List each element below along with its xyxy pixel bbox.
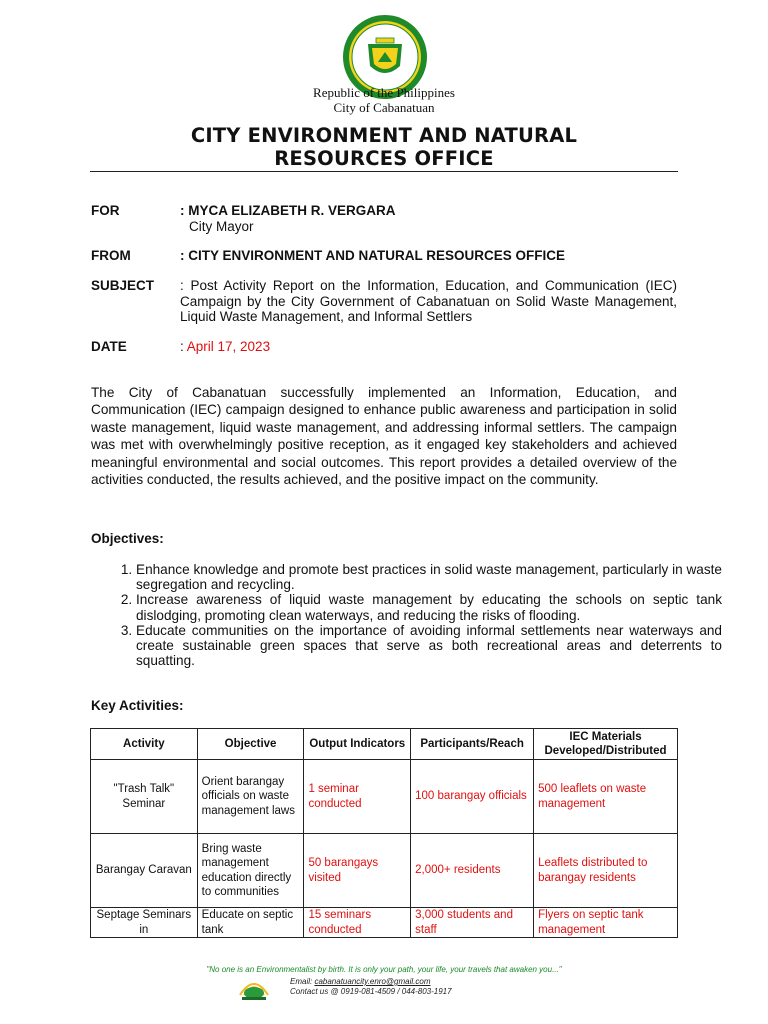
cell-materials: 500 leaflets on waste management (534, 760, 678, 834)
cell-participants: 100 barangay officials (411, 760, 534, 834)
cell-objective: Bring waste management education directly to communities (197, 834, 304, 908)
cell-objective: Educate on septic tank (197, 908, 304, 938)
intro-paragraph: The City of Cabanatuan successfully implemented an Information, Education, and Communication (IEC) campaign designed to enhance public awareness and participation in solid waste management, liquid waste management, and addressing informal settlers. The campaign was met with overwhelmingly positive reception, as it engaged key stakeholders and achieved meaningful environmental and social outcomes. This report provides a detailed overview of the activities conducted, the results achieved, and the positive impact on the community. (91, 385, 677, 488)
for-label: FOR (91, 203, 120, 218)
from-label: FROM (91, 248, 131, 263)
objective-item: 2. Increase awareness of liquid waste management by educating the schools on septic tank dislodging, promoting clean waterways, and reducing the risks of flooding. (136, 592, 722, 622)
cell-materials: Flyers on septic tank management (534, 908, 678, 938)
office-title (0, 124, 768, 170)
cell-output: 50 barangays visited (304, 834, 411, 908)
table-row (91, 760, 678, 834)
from-value: : CITY ENVIRONMENT AND NATURAL RESOURCES OFFICE (180, 248, 566, 263)
for-name: : MYCA ELIZABETH R. VERGARA (180, 203, 396, 218)
city-line: City of Cabanatuan (333, 100, 435, 115)
office-title-line1: CITY ENVIRONMENT AND NATURAL (190, 124, 578, 147)
col-participants: Participants/Reach (411, 729, 534, 760)
col-activity: Activity (91, 729, 198, 760)
date-value (180, 339, 680, 355)
cell-participants: 3,000 students and staff (411, 908, 534, 938)
date-colon: : (180, 339, 187, 354)
date-label: DATE (91, 339, 127, 354)
cell-output: 1 seminar conducted (304, 760, 411, 834)
footer-email-link[interactable]: cabanatuancity.enro@gmail.com (314, 977, 431, 986)
footer-email-label: Email: (290, 977, 315, 986)
col-output: Output Indicators (304, 729, 411, 760)
for-title: City Mayor (189, 218, 254, 234)
cell-activity: "Trash Talk" Seminar (91, 760, 198, 834)
key-activities-heading: Key Activities: (91, 698, 184, 713)
table-header-row (91, 729, 678, 760)
footer-quote: "No one is an Environmentalist by birth. It is only your path, your life, your travels that awaken you..." (206, 965, 562, 974)
header-divider (90, 171, 678, 172)
cell-objective: Orient barangay officials on waste management laws (197, 760, 304, 834)
subject-label: SUBJECT (91, 278, 155, 293)
cell-materials: Leaflets distributed to barangay residents (534, 834, 678, 908)
cell-activity: Septage Seminars in (91, 908, 198, 938)
objectives-heading: Objectives: (91, 531, 164, 546)
objective-item: 1. Enhance knowledge and promote best practices in solid waste management, particularly in waste segregation and recycling. (136, 562, 722, 592)
for-value (180, 203, 680, 234)
col-materials: IEC Materials Developed/Distributed (534, 729, 678, 760)
objective-item: 3. Educate communities on the importance of avoiding informal settlements near waterways and create sustainable green spaces that serve as both recreational areas and deterrents to squatting. (136, 623, 722, 669)
cell-output: 15 seminars conducted (304, 908, 411, 938)
cell-participants: 2,000+ residents (411, 834, 534, 908)
activities-table (90, 728, 678, 938)
table-row (91, 834, 678, 908)
office-title-line2: RESOURCES OFFICE (274, 147, 494, 170)
footer-contact: Contact us @ 0919-081-4509 / 044-803-1917 (290, 987, 452, 996)
footer-email (290, 977, 430, 986)
col-objective: Objective (197, 729, 304, 760)
table-row (91, 908, 678, 938)
objectives-list (91, 562, 722, 668)
enro-logo-icon (236, 975, 272, 1001)
date-text: April 17, 2023 (186, 339, 271, 354)
subject-value: : Post Activity Report on the Information, Education, and Communication (IEC) Campaign by the City Government of Cabanatuan on Solid Waste Management, Liquid Waste Management, and Informal Settlers (180, 278, 677, 324)
republic-line: Republic of the Philippines (313, 85, 455, 100)
cell-activity: Barangay Caravan (91, 834, 198, 908)
